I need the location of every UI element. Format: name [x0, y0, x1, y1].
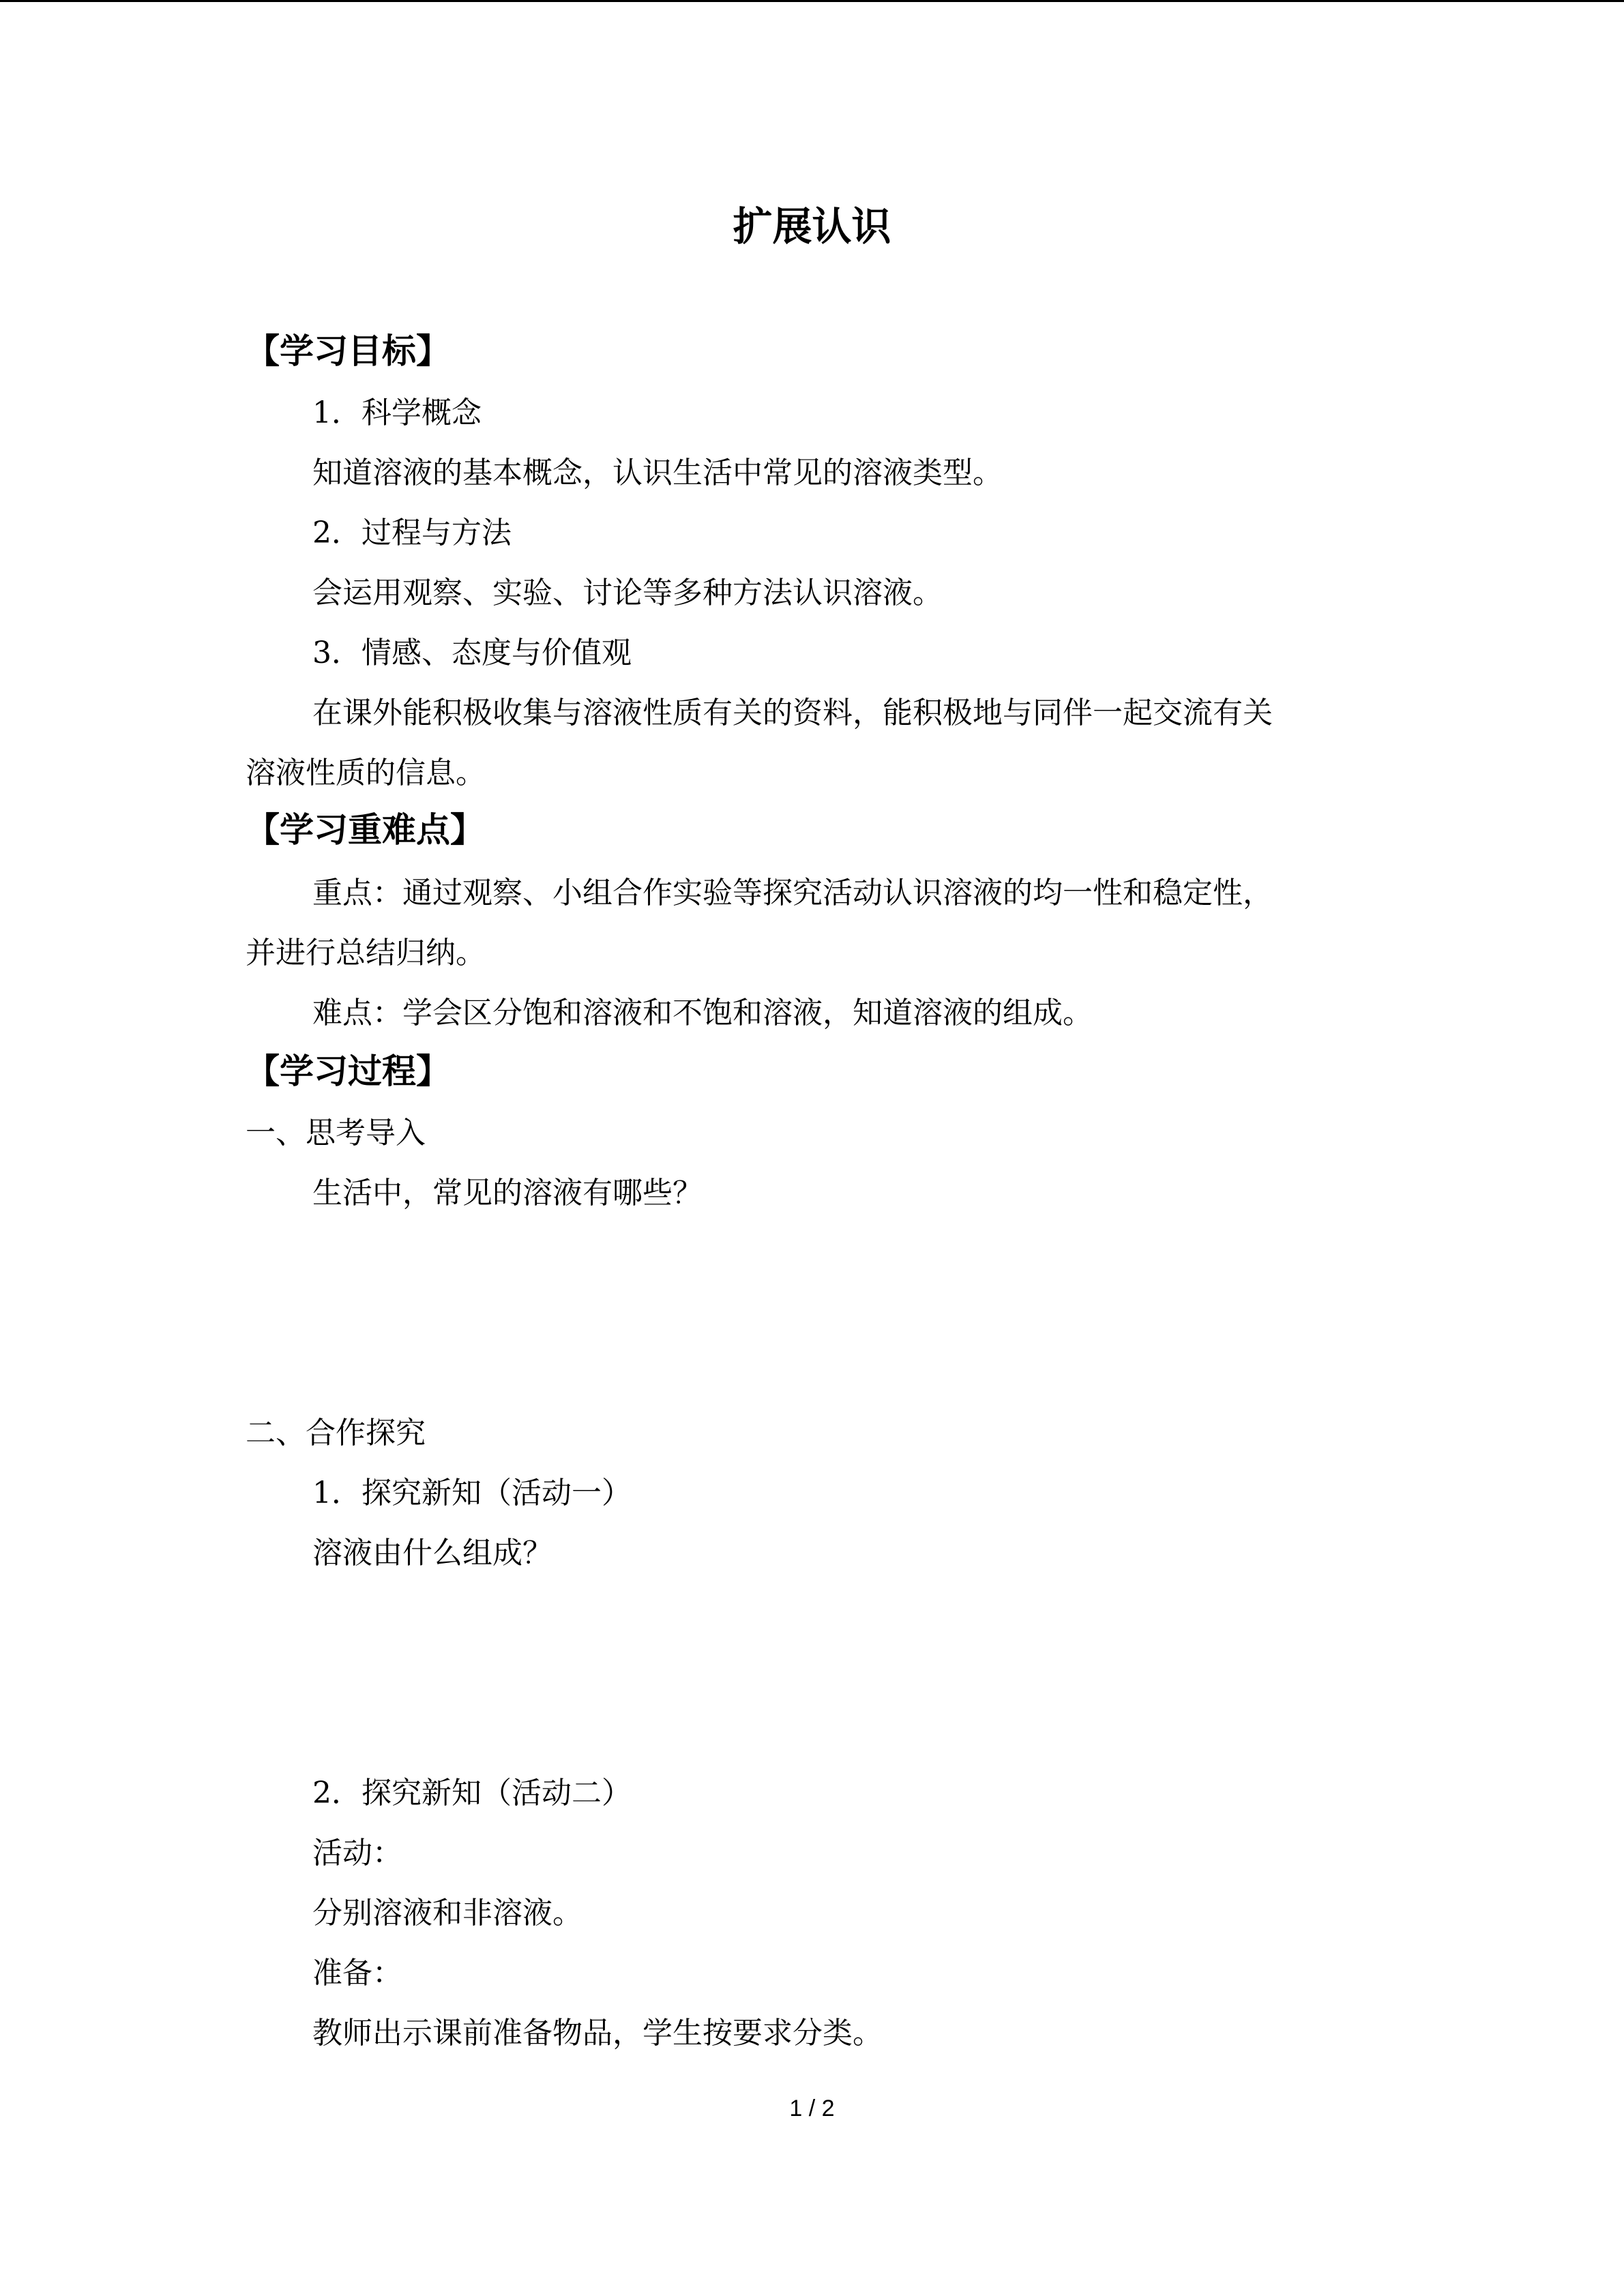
objective-2-text: 会运用观察、实验、讨论等多种方法认识溶液。: [312, 576, 943, 610]
objective-1-label: 1．科学概念: [312, 396, 482, 430]
objective-3-label: 3．情感、态度与价值观: [312, 636, 632, 670]
objective-2-label: 2．过程与方法: [312, 516, 512, 550]
activity-2-title: 2．探究新知（活动二）: [312, 1776, 632, 1810]
section-1-question: 生活中，常见的溶液有哪些？: [312, 1176, 703, 1210]
keypoints-heading: 【学习重难点】: [246, 810, 484, 850]
section-2-title: 二、合作探究: [246, 1416, 426, 1450]
activity-text: 分别溶液和非溶液。: [312, 1896, 582, 1930]
objective-1-text: 知道溶液的基本概念，认识生活中常见的溶液类型。: [312, 456, 1003, 490]
process-heading: 【学习过程】: [246, 1052, 450, 1091]
section-1-title: 一、思考导入: [246, 1116, 426, 1150]
objective-3-text-line-1: 在课外能积极收集与溶液性质有关的资料，能积极地与同伴一起交流有关: [312, 696, 1273, 730]
objectives-heading: 【学习目标】: [246, 331, 450, 371]
key-point-line-2: 并进行总结归纳。: [246, 936, 486, 970]
activity-1-question: 溶液由什么组成？: [312, 1536, 552, 1570]
objective-3-text-line-2: 溶液性质的信息。: [246, 756, 486, 790]
activity-label: 活动：: [312, 1836, 402, 1870]
preparation-text: 教师出示课前准备物品，学生按要求分类。: [312, 2016, 883, 2051]
document-title: 扩展认识: [733, 203, 891, 250]
key-point-line-1: 重点：通过观察、小组合作实验等探究活动认识溶液的均一性和稳定性，: [312, 876, 1273, 910]
page-number: 1 / 2: [789, 2096, 835, 2121]
preparation-label: 准备：: [312, 1956, 402, 1991]
activity-1-title: 1．探究新知（活动一）: [312, 1476, 632, 1510]
difficult-point: 难点：学会区分饱和溶液和不饱和溶液，知道溶液的组成。: [312, 996, 1093, 1030]
